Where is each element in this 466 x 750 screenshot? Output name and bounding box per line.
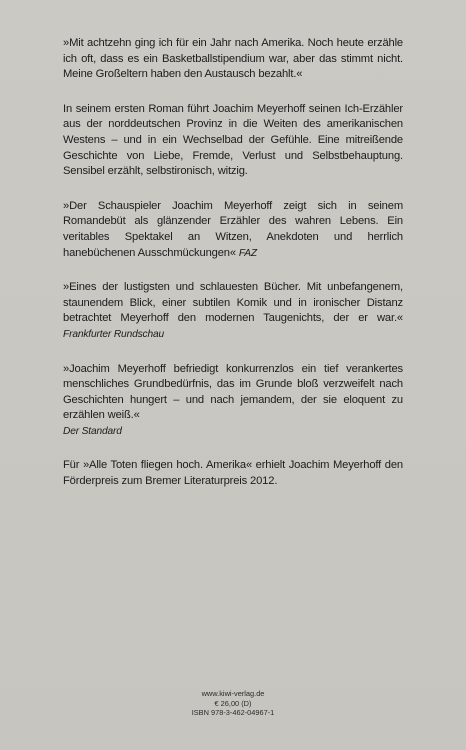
review-text: »Joachim Meyerhoff befriedigt konkurrenzlos ein tief verankertes menschliches Grundbedürfnis, das im Grunde bloß verzweifelt nach Geschichten hungert – und nach jemandem, der sie eloquent zu erzählen weiß.« (63, 362, 403, 422)
cover-text (63, 36, 403, 509)
publisher-website: www.kiwi-verlag.de (201, 689, 265, 698)
review-source: Der Standard (63, 425, 122, 437)
review-frankfurter-rundschau (63, 280, 403, 342)
review-source: FAZ (238, 247, 257, 259)
review-text: »Der Schauspieler Joachim Meyerhoff zeigt sich in seinem Romandebüt als glänzender Erzähler des wahren Lebens. Ein veritables Spektakel an Witzen, Anekdoten und herrlich hanebüchenen Ausschmückungen« (63, 199, 403, 259)
publisher-info (0, 689, 466, 718)
award-note: Für »Alle Toten fliegen hoch. Amerika« erhielt Joachim Meyerhoff den Förderpreis zum Bremer Literaturpreis 2012. (63, 459, 403, 488)
review-der-standard (63, 362, 403, 440)
review-faz (63, 199, 403, 261)
isbn-label: ISBN 978-3-462-04967-1 (191, 708, 275, 718)
intro-quote: »Mit achtzehn ging ich für ein Jahr nach Amerika. Noch heute erzähle ich oft, dass es ein Basketballstipendium war, aber das stimmt nicht. Meine Großeltern haben den Austausch bezahlt.« (63, 37, 403, 81)
review-source: Frankfurter Rundschau (63, 328, 165, 340)
review-text: »Eines der lustigsten und schlauesten Bücher. Mit unbefangenem, staunendem Blick, einer subtilen Komik und in ironischer Distanz betrachtet Meyerhoff den modernen Taugenichts, der er war.« (63, 281, 403, 325)
book-description: In seinem ersten Roman führt Joachim Meyerhoff seinen Ich-Erzähler aus der norddeutschen Provinz in die Weiten des amerikanischen Westens – und in ein Wechselbad der Gefühle. Eine mitreißende Geschichte von Liebe, Fremde, Verlust und Selbstbehauptung. Sensibel erzählt, selbstironisch, witzig. (63, 102, 403, 178)
price-label: € 26,00 (D) (214, 698, 252, 708)
